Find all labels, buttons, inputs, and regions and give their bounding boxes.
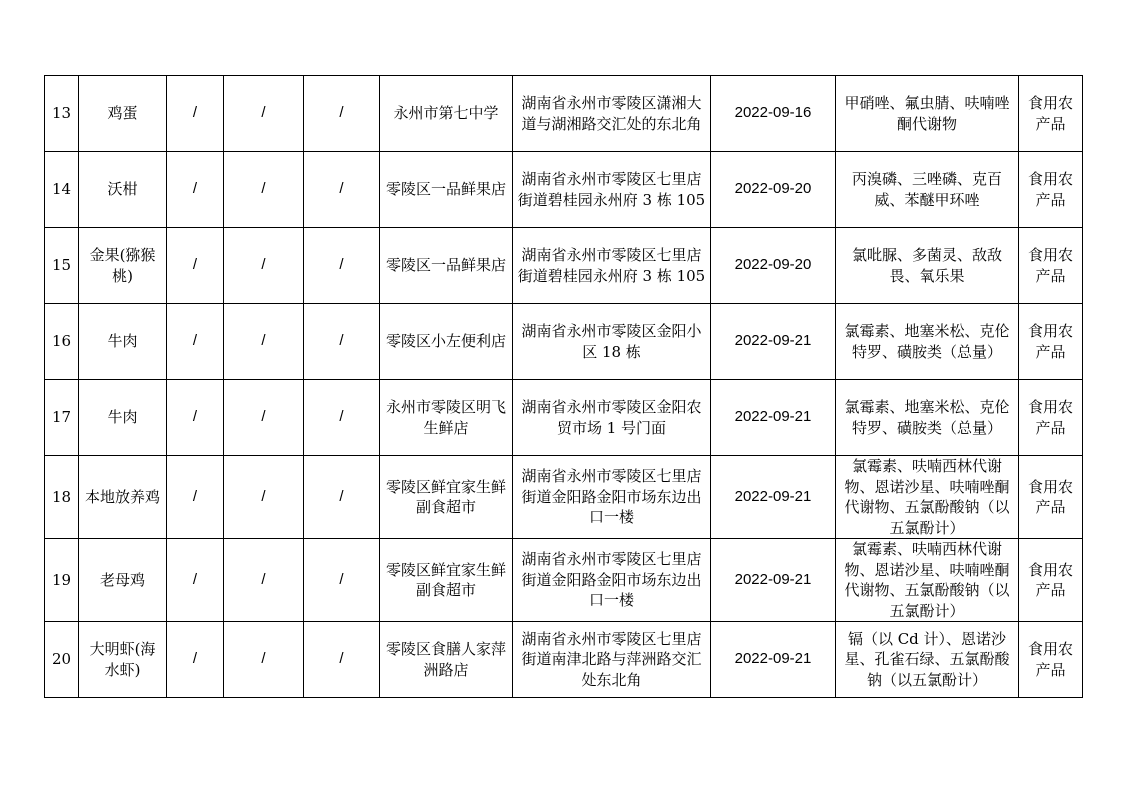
blank-cell-3: / [304, 76, 380, 152]
blank-cell-3: / [304, 152, 380, 228]
test-items: 氯霉素、呋喃西林代谢物、恩诺沙星、呋喃唑酮代谢物、五氯酚酸钠（以五氯酚计） [836, 539, 1019, 622]
test-items: 氯霉素、地塞米松、克伦特罗、磺胺类（总量） [836, 380, 1019, 456]
sampling-date: 2022-09-21 [711, 304, 836, 380]
blank-cell-1: / [167, 152, 224, 228]
row-number: 17 [45, 380, 79, 456]
food-category: 食用农产品 [1019, 539, 1083, 622]
sampling-date: 2022-09-20 [711, 152, 836, 228]
blank-cell-1: / [167, 380, 224, 456]
row-number: 18 [45, 456, 79, 539]
blank-cell-1: / [167, 622, 224, 698]
food-category: 食用农产品 [1019, 622, 1083, 698]
blank-cell-2: / [224, 76, 304, 152]
blank-cell-1: / [167, 456, 224, 539]
table-row [45, 539, 1083, 622]
blank-cell-3: / [304, 622, 380, 698]
blank-cell-2: / [224, 539, 304, 622]
product-name: 金果(猕猴桃) [79, 228, 167, 304]
blank-cell-2: / [224, 228, 304, 304]
blank-cell-1: / [167, 76, 224, 152]
blank-cell-3: / [304, 380, 380, 456]
test-items: 甲硝唑、氟虫腈、呋喃唑酮代谢物 [836, 76, 1019, 152]
unit-address: 湖南省永州市零陵区七里店街道金阳路金阳市场东边出口一楼 [513, 539, 711, 622]
test-items: 氯霉素、地塞米松、克伦特罗、磺胺类（总量） [836, 304, 1019, 380]
row-number: 19 [45, 539, 79, 622]
inspection-table [44, 75, 1083, 698]
table-row [45, 456, 1083, 539]
product-name: 沃柑 [79, 152, 167, 228]
row-number: 16 [45, 304, 79, 380]
table-row [45, 228, 1083, 304]
sampling-date: 2022-09-20 [711, 228, 836, 304]
sampling-date: 2022-09-21 [711, 380, 836, 456]
test-items: 氯霉素、呋喃西林代谢物、恩诺沙星、呋喃唑酮代谢物、五氯酚酸钠（以五氯酚计） [836, 456, 1019, 539]
blank-cell-1: / [167, 304, 224, 380]
row-number: 14 [45, 152, 79, 228]
food-category: 食用农产品 [1019, 76, 1083, 152]
product-name: 本地放养鸡 [79, 456, 167, 539]
blank-cell-2: / [224, 380, 304, 456]
blank-cell-3: / [304, 304, 380, 380]
test-items: 丙溴磷、三唑磷、克百威、苯醚甲环唑 [836, 152, 1019, 228]
blank-cell-3: / [304, 456, 380, 539]
sampled-unit: 零陵区一品鲜果店 [380, 228, 513, 304]
unit-address: 湖南省永州市零陵区七里店街道金阳路金阳市场东边出口一楼 [513, 456, 711, 539]
table-row [45, 622, 1083, 698]
food-category: 食用农产品 [1019, 228, 1083, 304]
blank-cell-3: / [304, 539, 380, 622]
table-row [45, 304, 1083, 380]
sampling-date: 2022-09-16 [711, 76, 836, 152]
sampling-date: 2022-09-21 [711, 539, 836, 622]
table-row [45, 152, 1083, 228]
food-category: 食用农产品 [1019, 152, 1083, 228]
unit-address: 湖南省永州市零陵区金阳小区 18 栋 [513, 304, 711, 380]
product-name: 牛肉 [79, 380, 167, 456]
blank-cell-2: / [224, 152, 304, 228]
sampled-unit: 零陵区鲜宜家生鲜副食超市 [380, 539, 513, 622]
row-number: 13 [45, 76, 79, 152]
blank-cell-1: / [167, 539, 224, 622]
table-body [45, 76, 1083, 698]
blank-cell-2: / [224, 622, 304, 698]
product-name: 鸡蛋 [79, 76, 167, 152]
blank-cell-3: / [304, 228, 380, 304]
unit-address: 湖南省永州市零陵区七里店街道碧桂园永州府 3 栋 105 [513, 228, 711, 304]
sampled-unit: 零陵区一品鲜果店 [380, 152, 513, 228]
unit-address: 湖南省永州市零陵区七里店街道碧桂园永州府 3 栋 105 [513, 152, 711, 228]
food-category: 食用农产品 [1019, 304, 1083, 380]
sampling-date: 2022-09-21 [711, 456, 836, 539]
table-row [45, 380, 1083, 456]
unit-address: 湖南省永州市零陵区七里店街道南津北路与萍洲路交汇处东北角 [513, 622, 711, 698]
sampling-date: 2022-09-21 [711, 622, 836, 698]
product-name: 大明虾(海水虾) [79, 622, 167, 698]
blank-cell-2: / [224, 456, 304, 539]
sampled-unit: 永州市零陵区明飞生鲜店 [380, 380, 513, 456]
sampled-unit: 零陵区鲜宜家生鲜副食超市 [380, 456, 513, 539]
test-items: 镉（以 Cd 计）、恩诺沙星、孔雀石绿、五氯酚酸钠（以五氯酚计） [836, 622, 1019, 698]
table-row [45, 76, 1083, 152]
product-name: 老母鸡 [79, 539, 167, 622]
test-items: 氯吡脲、多菌灵、敌敌畏、氧乐果 [836, 228, 1019, 304]
row-number: 20 [45, 622, 79, 698]
sampled-unit: 零陵区食膳人家萍洲路店 [380, 622, 513, 698]
product-name: 牛肉 [79, 304, 167, 380]
blank-cell-1: / [167, 228, 224, 304]
food-category: 食用农产品 [1019, 380, 1083, 456]
row-number: 15 [45, 228, 79, 304]
sampled-unit: 永州市第七中学 [380, 76, 513, 152]
sampled-unit: 零陵区小左便利店 [380, 304, 513, 380]
food-category: 食用农产品 [1019, 456, 1083, 539]
unit-address: 湖南省永州市零陵区潇湘大道与湖湘路交汇处的东北角 [513, 76, 711, 152]
unit-address: 湖南省永州市零陵区金阳农贸市场 1 号门面 [513, 380, 711, 456]
blank-cell-2: / [224, 304, 304, 380]
